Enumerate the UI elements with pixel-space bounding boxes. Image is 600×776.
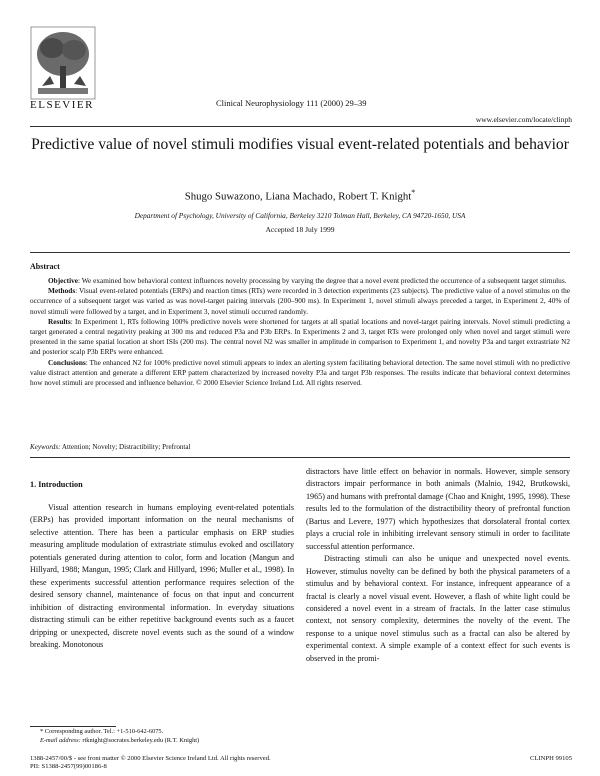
- publisher-name: ELSEVIER: [30, 99, 94, 111]
- methods-label: Methods: [48, 286, 76, 296]
- pii-line: PII: S1388-2457(99)00186-8: [30, 763, 107, 771]
- header-divider: [30, 126, 570, 127]
- footnotes: [30, 728, 294, 746]
- right-column: [306, 466, 570, 665]
- email-label: E-mail address:: [40, 736, 81, 744]
- intro-paragraph-1: Visual attention research in humans employing event-related potentials (ERPs) has provided important information on the neural mechanisms of selective attention. There has been a particular emphasis on ERP studies measuring amplitude modulation of extrastriate stimulus evoked and oscillatory potentials generated during attention to color, form and location (Mangun and Hillyard, 1988; Mangun, 1995; Clark and Hillyard, 1996; Muller et al., 1998). In these experiments successful attention performance requires selection of the desired sensory channel, maintenance of focus on that input and concurrent inhibition of distracting environmental information. In everyday situations distracting stimuli can be either repetitive background events such as a faucet dripping or unexpected, discrete novel events such as the sound of a window breaking. Monotonous: [30, 503, 294, 649]
- journal-url[interactable]: www.elsevier.com/locate/clinph: [475, 115, 572, 124]
- email-address[interactable]: rtknight@socrates.berkeley.edu (R.T. Knight): [80, 736, 200, 744]
- affiliation: Department of Psychology, University of California, Berkeley 3210 Tolman Hall, Berkeley, CA 94720-1650, USA: [134, 211, 466, 220]
- footer-left: [30, 755, 271, 772]
- objective-text: : We examined how behavioral context influences novelty processing by varying the degree that a novel event predicted the occurrence of a subsequent target stimulus.: [78, 276, 567, 285]
- issn-line: 1388-2457/00/$ - see front matter © 2000 Elsevier Science Ireland Ltd. All rights reserved.: [30, 755, 271, 762]
- corresponding-author-mark[interactable]: *: [411, 188, 416, 197]
- keywords: [30, 443, 191, 451]
- abstract-methods: [30, 286, 570, 317]
- intro-paragraph-2: distractors have little effect on behavior in normals. However, simple sensory distractors impair performance in both animals (Malnio, 1942, Brutkowski, 1965) and humans with prefrontal damage (Chao and Knight, 1995, 1998). These results led to the formulation of the distractibility theory of prefrontal function (Bartus and Levere, 1977) which hypothesizes that dorsolateral frontal cortex plays a crucial role in inhibiting irrelevant sensory stimuli in order to facilitate successful attention performance.: [306, 467, 570, 551]
- results-label: Results: [48, 316, 71, 326]
- conclusions-label: Conclusions: [48, 357, 86, 367]
- abstract-conclusions: [30, 358, 570, 389]
- keywords-label: Keywords:: [30, 443, 61, 451]
- email-note: [30, 737, 294, 746]
- results-text: : In Experiment 1, RTs following 100% predictive novels were shortened for targets at all spatial locations and novel-target pairing intervals. Novel stimuli predicting a target generated a central negativity peaking at 300 ms and reduced P3a and P3b ERPs. In Experiments 2 and 3, target RTs were prolonged only when novel and target stimuli were presented in the same spatial location at short ISIs (200 ms). The central novel N2 was smaller in amplitude in comparison to Experiment 1, and novelty P3a and target extrastriate N2 and posterior scalp P3b ERPs were enhanced.: [30, 316, 570, 357]
- abstract-heading: Abstract: [30, 262, 60, 271]
- abstract-results: [30, 317, 570, 358]
- section-heading-introduction: 1. Introduction: [30, 480, 83, 489]
- corresponding-author-note: * Corresponding author. Tel.: +1-510-642-6075.: [40, 728, 164, 735]
- journal-citation: Clinical Neurophysiology 111 (2000) 29–39: [216, 98, 367, 108]
- methods-text: : Visual event-related potentials (ERPs) and reaction times (RTs) were recorded in 3 detection experiments (23 subjects). The predictive value of a novel stimulus on the occurrence of a subsequent target was varied as was novel-target pairing intervals (200–900 ms). In Experiment 1, novel stimuli always preceded a target, in Experiment 2, 40% of novel stimuli were followed by a target, and in Experiment 3, novel stimuli occurred randomly.: [30, 286, 570, 316]
- abstract-bottom-divider: [30, 457, 570, 458]
- abstract-top-divider: [30, 252, 570, 253]
- abstract-body: [30, 276, 570, 388]
- keywords-text: Attention; Novelty; Distractibility; Prefrontal: [60, 443, 191, 451]
- author-list: [30, 188, 570, 203]
- accepted-date: Accepted 18 July 1999: [265, 225, 335, 234]
- abstract-objective: [30, 276, 570, 286]
- footnote-divider: [30, 726, 116, 727]
- article-title: Predictive value of novel stimuli modifies visual event-related potentials and behavior: [31, 136, 569, 153]
- left-column: [30, 502, 294, 651]
- intro-paragraph-3: Distracting stimuli can also be unique and unexpected novel events. However, stimulus novelty can be defined by both the physical parameters of a stimulus and by behavioral context. For instance, infrequent appearance of a fractal is clearly a novel visual event. However, a flash of white light could be considered a novel event in a stream of fractals. In the latter case stimulus context, not sensory complexity, determines the novelty of the event. The response to a unique novel stimulus such as a fractal can also be altered by experimental context. A simple example of a context effect for such events is observed in the promi-: [306, 554, 570, 663]
- conclusions-text: : The enhanced N2 for 100% predictive novel stimuli appears to index an alerting system facilitating behavioral detection. The same novel stimuli with no predictive value distract attention and generate a different ERP pattern characterized by increased novelty P3a and target P3b responses. The results indicate that behavioral context determines how novel stimuli are processed and influence behavior. © 2000 Elsevier Science Ireland Ltd. All rights reserved.: [30, 357, 570, 388]
- objective-label: Objective: [48, 276, 78, 285]
- article-code: CLINPH 99105: [530, 755, 572, 762]
- author-names: Shugo Suwazono, Liana Machado, Robert T. Knight: [184, 190, 412, 203]
- elsevier-tree-logo: [30, 26, 96, 106]
